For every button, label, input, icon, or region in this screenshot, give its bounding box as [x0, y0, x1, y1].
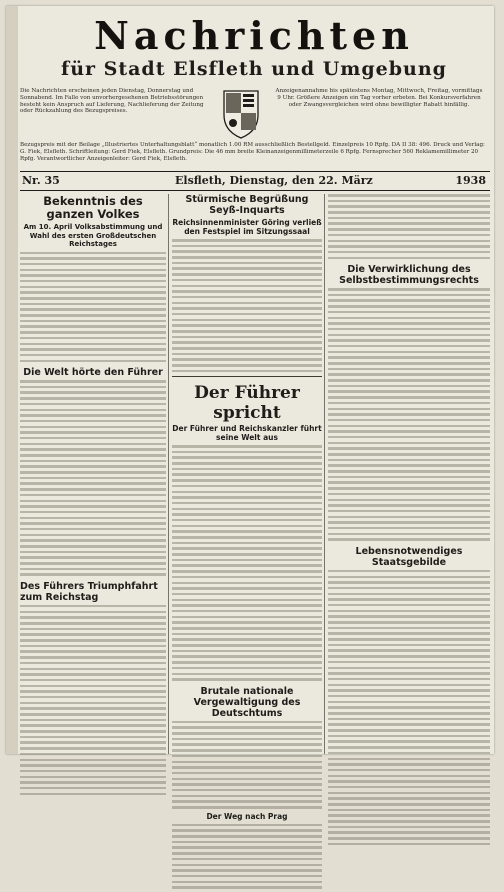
column-3 [328, 194, 490, 849]
masthead-title: Nachrichten [94, 13, 414, 58]
elsfleth-coat-of-arms-icon [216, 85, 266, 141]
section-heading: Die Welt hörte den Führer [23, 367, 163, 379]
article-heading: Die Verwirklichung des Selbstbestimmungsrechts [339, 264, 479, 287]
article-text [172, 445, 322, 681]
issue-place-date: Elsfleth, Dienstag, den 22. März [175, 174, 373, 187]
article-heading: Brutale nationale Vergewaltigung des Deutschtums [193, 685, 301, 719]
column-rule [324, 194, 325, 754]
article-text [328, 570, 490, 846]
dateline [20, 171, 490, 191]
subscription-notice: Bezugspreis mit der Beilage „Illustriertes Unterhaltungsblatt“ monatlich 1.00 RM ausschließlich Bestellgeld. Einzelpreis 10 Rpfg. DA II 38: 496. Druck und Verlag: G. Fiek, Elsfleth. Schriftleitung: Gerd Fiek, Elsfleth. Grundpreis: Die 46 mm breite Kleinanzeigenmillimeterzeile 6 Rpfg. Fernsprecher 560 Reklamemillimeter 20 Rpfg. Verantwortlicher Anzeigenleiter: Gerd Fiek, Elsfleth. [20, 142, 485, 162]
lead-headline: Bekenntnis des ganzen Volkes [43, 194, 143, 221]
divider [172, 376, 322, 378]
feature-subheadline: Der Führer und Reichskanzler führt seine Welt aus [172, 424, 322, 442]
feature-headline: Der Führer spricht [194, 383, 300, 423]
publication-info: Die Nachrichten erscheinen jeden Dienstag, Donnerstag und Sonnabend. Im Falle von unvorhergesehenen Betriebsstörungen besteht kein Anspruch auf Lieferung, Nachlieferung der Zeitung oder Rückzahlung des Bezugspreises. [20, 88, 204, 115]
article-subheading: Reichsinnenminister Göring verließ den Festspiel im Sitzungssaal [172, 218, 322, 236]
article-text [172, 239, 322, 372]
article-heading: Stürmische Begrüßung Seyß-Inquarts [185, 194, 309, 216]
column-1 [20, 194, 166, 798]
column-2 [172, 194, 322, 892]
article-text [20, 252, 166, 363]
newspaper-page [6, 6, 494, 821]
article-text [20, 380, 166, 576]
issue-number: Nr. 35 [22, 174, 60, 187]
section-heading: Des Führers Triumphfahrt zum Reichstag [20, 580, 158, 603]
advertising-info: Anzeigenannahme bis spätestens Montag, Mittwoch, Freitag, vormittags 9 Uhr. Größere Anzeigen ein Tag vorher erbeten. Bei Konkursverfahren oder Zwangsvergleichen wird ohne bewilligter Rabatt hinfällig. [275, 88, 483, 108]
article-heading: Lebensnotwendiges Staatsgebilde [355, 545, 463, 568]
article-subheading: Der Weg nach Prag [206, 811, 288, 821]
article-text [20, 605, 166, 795]
article-text [172, 721, 322, 809]
binding-edge [6, 6, 18, 754]
masthead-subtitle: für Stadt Elsfleth und Umgebung [61, 58, 447, 80]
column-rule [168, 194, 169, 754]
article-text [328, 288, 490, 541]
lead-subheadline: Am 10. April Volksabstimmung und Wahl des ersten Großdeutschen Reichstages [23, 223, 163, 248]
issue-year: 1938 [455, 174, 486, 187]
article-text [172, 824, 322, 889]
article-text [328, 194, 490, 259]
